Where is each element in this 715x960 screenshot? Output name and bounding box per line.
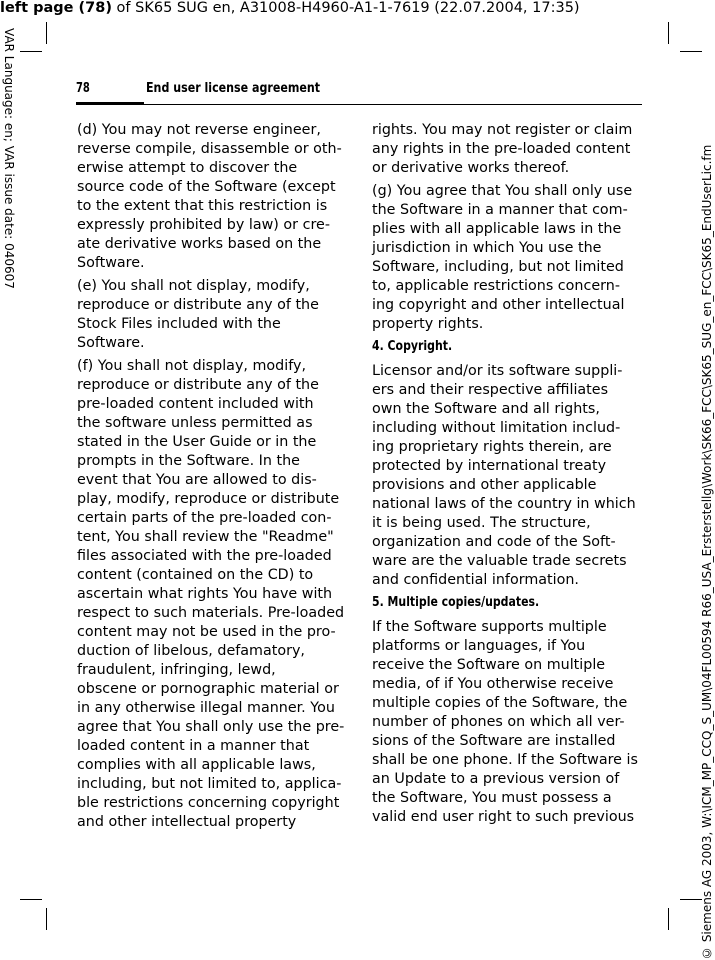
right-column — [372, 121, 640, 831]
text-line: (g) You agree that You shall only use — [372, 183, 633, 199]
text-line: rights. You may not register or claim — [372, 122, 633, 138]
text-line: reproduce or distribute any of the — [77, 377, 319, 393]
print-header-info: of SK65 SUG en, A31008-H4960-A1-1-7619 (22.07.2004, 17:35) — [111, 0, 580, 16]
text-line: Stock Files included with the — [77, 316, 281, 332]
text-line: and confidential information. — [372, 572, 579, 588]
text-line: plies with all applicable laws in the — [372, 221, 622, 237]
text-line: to, applicable restrictions concern- — [372, 278, 620, 294]
paragraph — [372, 182, 640, 334]
text-line: content may not be used in the pro- — [77, 624, 336, 640]
text-line: an Update to a previous version of — [372, 771, 620, 787]
header-rule — [144, 104, 642, 105]
text-line: obscene or pornographic material or — [77, 681, 339, 697]
text-line: complies with all applicable laws, — [77, 757, 316, 773]
text-line: stated in the User Guide or in the — [77, 434, 317, 450]
text-line: duction of libelous, defamatory, — [77, 643, 305, 659]
text-line: certain parts of the pre-loaded con- — [77, 510, 332, 526]
text-line: ascertain what rights You have with — [77, 586, 333, 602]
paragraph — [77, 277, 345, 353]
page-title: End user license agreement — [146, 80, 321, 96]
text-line: own the Software and all rights, — [372, 401, 600, 417]
text-line: to the extent that this restriction is — [77, 198, 328, 214]
text-line: property rights. — [372, 316, 484, 332]
side-note-left: VAR Language: en; VAR issue date: 040607 — [2, 28, 16, 289]
text-line: provisions and other applicable — [372, 477, 597, 493]
text-line: Software, including, but not limited — [372, 259, 624, 275]
text-line: in any otherwise illegal manner. You — [77, 700, 335, 716]
text-line: source code of the Software (except — [77, 179, 336, 195]
text-line: loaded content in a manner that — [77, 738, 310, 754]
text-line: jurisdiction in which You use the — [372, 240, 602, 256]
text-line: reproduce or distribute any of the — [77, 297, 319, 313]
text-line: respect to such materials. Pre-loaded — [77, 605, 345, 621]
text-line: valid end user right to such previous — [372, 809, 635, 825]
crop-mark — [20, 51, 42, 52]
text-line: ware are the valuable trade secrets — [372, 553, 627, 569]
section-heading-multiple-copies: 5. Multiple copies/updates. — [372, 595, 540, 610]
text-line: ble restrictions concerning copyright — [77, 795, 340, 811]
text-line: ing copyright and other intellectual — [372, 297, 625, 313]
text-line: event that You are allowed to dis- — [77, 472, 317, 488]
text-line: reverse compile, disassemble or oth- — [77, 141, 342, 157]
print-header-page: left page (78) — [0, 0, 112, 16]
text-line: any rights in the pre-loaded content — [372, 141, 631, 157]
text-line: media, of if You otherwise receive — [372, 676, 614, 692]
print-header — [0, 0, 715, 16]
text-line: and other intellectual property — [77, 814, 297, 830]
text-line: ing proprietary rights therein, are — [372, 439, 612, 455]
text-line: shall be one phone. If the Software is — [372, 752, 638, 768]
text-line: Software. — [77, 335, 145, 351]
text-line: the Software in a manner that com- — [372, 202, 628, 218]
section-heading-copyright: 4. Copyright. — [372, 339, 453, 354]
text-line: pre-loaded content included with — [77, 396, 314, 412]
text-line: agree that You shall only use the pre- — [77, 719, 345, 735]
text-line: it is being used. The structure, — [372, 515, 591, 531]
text-line: protected by international treaty — [372, 458, 607, 474]
text-line: content (contained on the CD) to — [77, 567, 314, 583]
text-line: receive the Software on multiple — [372, 657, 606, 673]
header-rule-thick — [76, 102, 144, 105]
text-line: (d) You may not reverse engineer, — [77, 122, 321, 138]
crop-mark — [46, 22, 47, 44]
side-note-right: © Siemens AG 2003, W:\ICM_MP_CCQ_S_UM\04FL00594 R66_USA_Ersterstellg\Work\SK66_FCC\SK65_SUG_en_FCC\SK65_EndUserLic.fm — [700, 144, 714, 960]
text-line: prompts in the Software. In the — [77, 453, 300, 469]
text-line: organization and code of the Soft- — [372, 534, 616, 550]
text-line: expressly prohibited by law) or cre- — [77, 217, 330, 233]
paragraph — [372, 362, 640, 590]
text-line: including, but not limited to, applica- — [77, 776, 342, 792]
crop-mark — [680, 899, 702, 900]
text-line: If the Software supports multiple — [372, 619, 607, 635]
text-line: including without limitation includ- — [372, 420, 621, 436]
paragraph — [372, 618, 640, 827]
text-line: tent, You shall review the "Readme" — [77, 529, 334, 545]
text-line: multiple copies of the Software, the — [372, 695, 628, 711]
crop-mark — [20, 899, 42, 900]
paragraph — [372, 121, 640, 178]
text-line: the software unless permitted as — [77, 415, 313, 431]
paragraph — [77, 357, 345, 832]
text-line: fraudulent, infringing, lewd, — [77, 662, 276, 678]
text-line: (e) You shall not display, modify, — [77, 278, 310, 294]
crop-mark — [46, 908, 47, 930]
crop-mark — [668, 908, 669, 930]
text-line: ate derivative works based on the — [77, 236, 322, 252]
text-line: sions of the Software are installed — [372, 733, 616, 749]
text-line: number of phones on which all ver- — [372, 714, 625, 730]
text-line: national laws of the country in which — [372, 496, 636, 512]
text-line: the Software, You must possess a — [372, 790, 612, 806]
text-line: files associated with the pre-loaded — [77, 548, 332, 564]
text-line: platforms or languages, if You — [372, 638, 586, 654]
paragraph — [77, 121, 345, 273]
text-line: ers and their respective affiliates — [372, 382, 609, 398]
text-line: (f) You shall not display, modify, — [77, 358, 307, 374]
crop-mark — [680, 51, 702, 52]
text-line: erwise attempt to discover the — [77, 160, 298, 176]
text-line: play, modify, reproduce or distribute — [77, 491, 340, 507]
left-column — [77, 121, 345, 836]
text-line: or derivative works thereof. — [372, 160, 570, 176]
page-number: 78 — [76, 80, 90, 96]
text-line: Software. — [77, 255, 145, 271]
text-line: Licensor and/or its software suppli- — [372, 363, 623, 379]
crop-mark — [668, 22, 669, 44]
